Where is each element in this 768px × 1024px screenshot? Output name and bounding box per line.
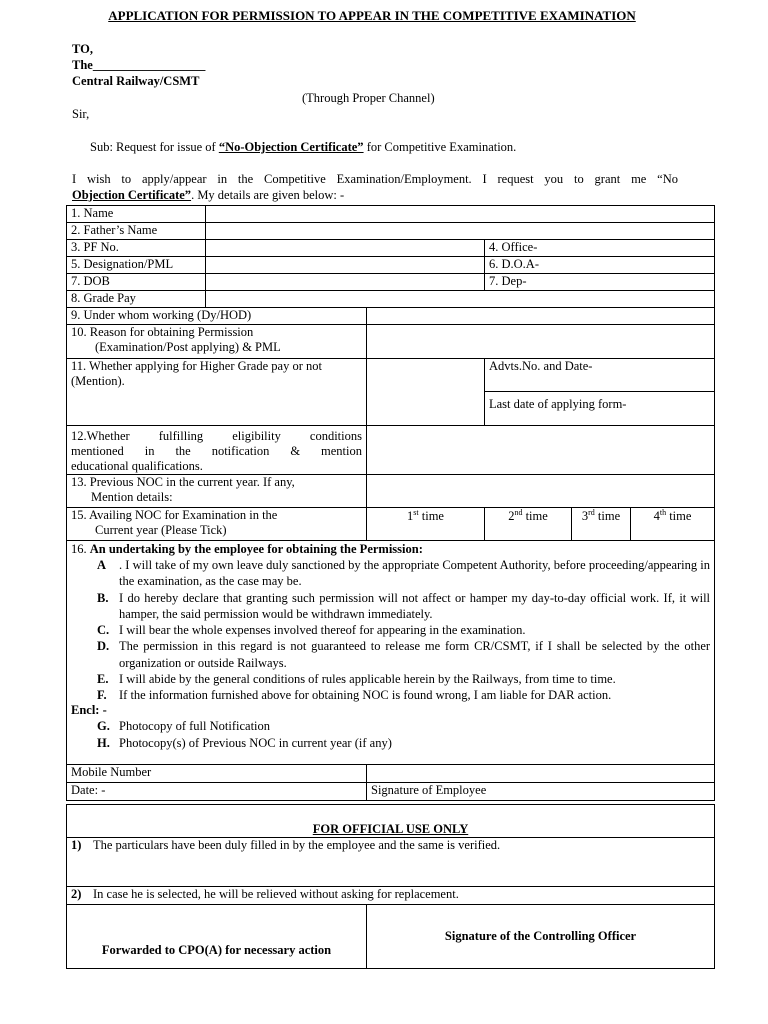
subject-line [90, 140, 516, 154]
input-name[interactable] [206, 206, 715, 223]
details-table [66, 205, 715, 801]
subject-certificate: “No-Objection Certificate” [218, 140, 364, 154]
input-grade-pay[interactable] [206, 291, 715, 308]
address-blank-line: __________________ [92, 58, 206, 72]
official-use-heading: FOR OFFICIAL USE ONLY [67, 805, 715, 838]
row-availing [67, 508, 715, 541]
input-pf-no[interactable] [206, 240, 485, 257]
label-dob: 7. DOB [67, 274, 206, 291]
reason-line-1: 10. Reason for obtaining Permission [71, 325, 254, 339]
undertaking-item-e: E. I will abide by the general conditions of rules applicable herein by the Railways, from time to time. [97, 671, 616, 686]
official-item-1-key: 1) [71, 838, 82, 852]
row-under-whom [67, 308, 715, 325]
label-employee-signature[interactable]: Signature of Employee [367, 783, 715, 801]
undertaking-item-f: F. If the information furnished above for obtaining NOC is found wrong, I am liable for DAR action. [97, 688, 612, 702]
undertaking-heading-text: An undertaking by the employee for obtaining the Permission: [89, 542, 423, 556]
label-dep[interactable]: 7. Dep- [485, 274, 715, 291]
row-prev-noc [67, 475, 715, 508]
label-pf-no: 3. PF No. [67, 240, 206, 257]
address-office: Central Railway/CSMT [72, 74, 200, 88]
prev-noc-line-2: Mention details: [91, 490, 173, 504]
row-pf [67, 240, 715, 257]
address-the-label: The [72, 58, 93, 72]
label-name: 1. Name [67, 206, 206, 223]
intro-rest: . My details are given below: - [191, 188, 345, 202]
row-official-heading [67, 805, 715, 838]
prev-noc-line-1: 13. Previous NOC in the current year. If any, [71, 475, 295, 489]
row-designation [67, 257, 715, 274]
label-prev-noc [67, 475, 367, 508]
undertaking-number: 16. [71, 542, 90, 556]
intro-line-2 [72, 188, 344, 202]
official-item-2-key: 2) [71, 887, 82, 901]
input-under-whom[interactable] [367, 308, 715, 325]
label-last-date[interactable]: Last date of applying form- [485, 392, 715, 426]
label-reason [67, 325, 367, 359]
row-undertaking [67, 541, 715, 765]
undertaking-item-a: A . I will take of my own leave duly sanctioned by the appropriate Competent Authority, before proceeding/appearing in the examination, as the case may be. [97, 558, 711, 589]
input-reason[interactable] [367, 325, 715, 359]
forwarded-to-cpo: Forwarded to CPO(A) for necessary action [67, 905, 367, 969]
higher-grade-line-2: (Mention). [71, 374, 125, 388]
row-eligibility [67, 426, 715, 475]
row-father [67, 223, 715, 240]
subject-suffix: for Competitive Examination. [363, 140, 517, 154]
official-item-1 [67, 838, 715, 887]
label-higher-grade [67, 359, 367, 426]
row-official-item-1 [67, 838, 715, 887]
subject-prefix: Sub: Request for issue of [90, 140, 219, 154]
tick-1st-time[interactable]: 1st time [367, 508, 485, 541]
address-the [72, 58, 205, 72]
input-eligibility[interactable] [367, 426, 715, 475]
label-availing [67, 508, 367, 541]
enclosures-label: Encl: - [71, 703, 107, 718]
undertaking-item-c: C. I will bear the whole expenses involved thereof for appearing in the examination. [97, 623, 526, 637]
label-designation: 5. Designation/PML [67, 257, 206, 274]
row-name [67, 206, 715, 223]
controlling-officer-signature[interactable]: Signature of the Controlling Officer [367, 905, 715, 969]
eligibility-line-2: mentioned in the notification & mention [71, 444, 362, 458]
input-prev-noc[interactable] [367, 475, 715, 508]
enclosure-item-h: H. Photocopy(s) of Previous NOC in current year (if any) [97, 735, 392, 750]
row-official-signatures [67, 905, 715, 969]
row-date-signature [67, 783, 715, 801]
label-advts[interactable]: Advts.No. and Date- [485, 359, 715, 392]
undertaking-heading [71, 542, 710, 557]
official-use-table [66, 804, 715, 969]
reason-line-2: (Examination/Post applying) & PML [95, 340, 281, 354]
official-item-2-text: In case he is selected, he will be relieved without asking for replacement. [93, 887, 459, 901]
document-title: APPLICATION FOR PERMISSION TO APPEAR IN THE COMPETITIVE EXAMINATION [108, 8, 636, 23]
undertaking-section [67, 541, 715, 765]
intro-line-1: I wish to apply/appear in the Competitive Examination/Employment. I request you to grant me “No [72, 172, 678, 186]
salutation: Sir, [72, 107, 90, 121]
availing-line-1: 15. Availing NOC for Examination in the [71, 508, 278, 522]
row-grade-pay [67, 291, 715, 308]
row-mobile [67, 765, 715, 783]
row-official-item-2 [67, 887, 715, 905]
official-item-1-text: The particulars have been duly filled in by the employee and the same is verified. [93, 838, 501, 852]
label-under-whom: 9. Under whom working (Dy/HOD) [67, 308, 367, 325]
official-item-2 [67, 887, 715, 905]
label-grade-pay: 8. Grade Pay [67, 291, 206, 308]
row-reason [67, 325, 715, 359]
input-higher-grade[interactable] [367, 359, 485, 426]
tick-3rd-time[interactable]: 3rd time [572, 508, 631, 541]
higher-grade-line-1: 11. Whether applying for Higher Grade pay or not [71, 359, 322, 373]
label-date[interactable]: Date: - [67, 783, 367, 801]
label-eligibility [67, 426, 367, 475]
row-higher-grade [67, 359, 715, 392]
undertaking-item-d: D. The permission in this regard is not guaranteed to release me form CR/CSMT, if I shall be selected by the other organization or outside Railways. [97, 639, 711, 670]
intro-certificate: Objection Certificate” [72, 188, 192, 202]
label-father-name: 2. Father’s Name [67, 223, 206, 240]
input-father-name[interactable] [206, 223, 715, 240]
input-dob[interactable] [206, 274, 485, 291]
availing-line-2: Current year (Please Tick) [95, 523, 227, 537]
enclosure-item-g: G. Photocopy of full Notification [97, 719, 271, 734]
eligibility-line-3: educational qualifications. [71, 459, 203, 473]
tick-2nd-time[interactable]: 2nd time [485, 508, 572, 541]
row-dob [67, 274, 715, 291]
input-mobile[interactable] [367, 765, 715, 783]
label-doa[interactable]: 6. D.O.A- [485, 257, 715, 274]
undertaking-item-b: B. I do hereby declare that granting such permission will not affect or hamper my day-to-day official work. If, it will hamper, the said permission would be withdrawn immediately. [97, 590, 711, 621]
address-channel: (Through Proper Channel) [302, 91, 435, 105]
label-mobile: Mobile Number [67, 765, 367, 783]
input-designation[interactable] [206, 257, 485, 274]
eligibility-line-1: 12.Whether fulfilling eligibility conditions [71, 429, 362, 443]
address-to: TO, [72, 42, 93, 56]
label-office[interactable]: 4. Office- [485, 240, 715, 257]
tick-4th-time[interactable]: 4th time [631, 508, 715, 541]
